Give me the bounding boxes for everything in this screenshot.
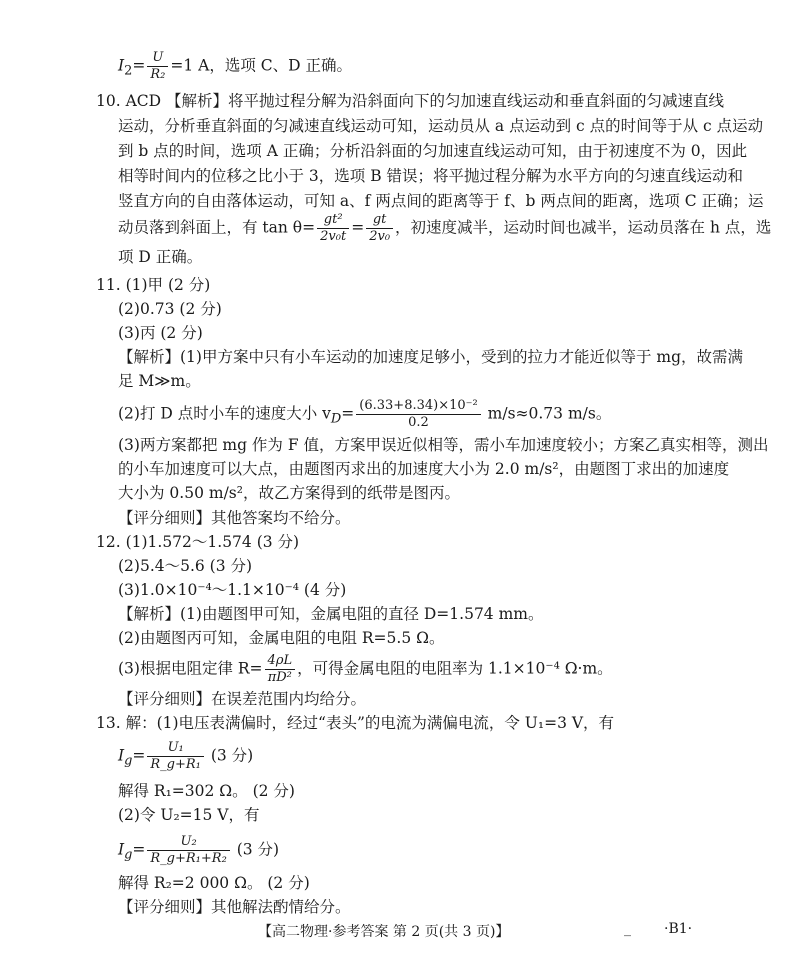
q11-explain-3	[118, 398, 611, 431]
subscript: 2	[124, 63, 133, 79]
q13-line-4: 解得 R₂=2 000 Ω。 (2 分)	[118, 874, 310, 892]
q11-answer-2: (2)0.73 (2 分)	[118, 300, 222, 318]
numerator: gt²	[317, 212, 349, 229]
q11-rubric: 【评分细则】其他答案均不给分。	[118, 509, 351, 527]
line-q9-conclusion	[118, 50, 352, 83]
footer-code: ·B1·	[664, 921, 693, 937]
denominator: R₂	[150, 67, 166, 82]
fraction-u1	[147, 740, 204, 773]
subscript: g	[124, 847, 133, 863]
q13-rubric: 【评分细则】其他解法酌情给分。	[118, 898, 351, 916]
q13-formula-1	[118, 740, 253, 773]
q10-line-6	[118, 212, 771, 245]
q13-line-3: (2)令 U₂=15 V，有	[118, 806, 260, 824]
q11-explain-4: (3)两方案都把 mg 作为 F 值，方案甲误近似相等，需小车加速度较小；方案乙真实相等，测出	[118, 436, 769, 454]
equals: =	[132, 746, 146, 765]
q10-text-b: ，初速度减半，运动时间也减半，运动员落在 h 点，选	[395, 218, 772, 237]
denominator: πD²	[267, 670, 292, 685]
q13-line-1: 13. 解：(1)电压表满偏时，经过“表头”的电流为满偏电流，令 U₁=3 V，有	[96, 714, 615, 732]
q12-answer-2: (2)5.4～5.6 (3 分)	[118, 557, 253, 575]
denominator: 2v₀t	[320, 229, 347, 244]
subscript: g	[124, 753, 133, 769]
subscript: D	[330, 411, 342, 427]
score: (3 分)	[205, 746, 254, 765]
q10-line-4: 相等时间内的位移之比小于 3，选项 B 错误；将平抛过程分解为水平方向的匀速直线运动和	[118, 167, 744, 185]
denominator: R_g+R₁	[150, 757, 201, 772]
numerator: U₂	[147, 834, 229, 851]
q13-formula-2	[118, 834, 279, 867]
q12-explain-1: 【解析】(1)由题图甲可知，金属电阻的直径 D=1.574 mm。	[118, 605, 544, 623]
q12-law-text: (3)根据电阻定律 R=	[118, 659, 263, 678]
numerator: U₁	[147, 740, 204, 757]
q10-line-5: 竖直方向的自由落体运动，可知 a、f 两点间的距离等于 f、b 两点间的距离，选项 C 正确；运	[118, 192, 764, 210]
q11-explain-6: 大小为 0.50 m/s²，故乙方案得到的纸带是图丙。	[118, 484, 460, 502]
q13-line-2: 解得 R₁=302 Ω。 (2 分)	[118, 782, 295, 800]
q11-velocity-text: (2)打 D 点时小车的速度大小 v	[118, 404, 331, 423]
q12-rubric: 【评分细则】在误差范围内均给分。	[118, 690, 367, 708]
q10-line-3: 到 b 点的时间，选项 A 正确；分析沿斜面的匀加速直线运动可知，由于初速度不为 0，因此	[118, 142, 748, 160]
fraction-u-over-r2	[147, 50, 168, 83]
fraction-gt2-2v0t	[317, 212, 349, 245]
fraction-resistance	[265, 653, 296, 686]
q10-line-1: 10. ACD 【解析】将平抛过程分解为沿斜面向下的匀加速直线运动和垂直斜面的匀减速直线	[96, 92, 724, 110]
q11-explain-2: 足 M≫m。	[118, 372, 201, 390]
symbol-i: I	[118, 840, 125, 859]
denominator: R_g+R₁+R₂	[150, 851, 227, 866]
equals: =	[341, 404, 355, 423]
fraction-u2	[147, 834, 229, 867]
q11-answer-1: 11. (1)甲 (2 分)	[96, 276, 211, 294]
equals: =	[132, 56, 146, 75]
q11-velocity-result: m/s≈0.73 m/s。	[482, 404, 612, 423]
numerator: gt	[366, 212, 393, 229]
q12-answer-1: 12. (1)1.572～1.574 (3 分)	[96, 533, 300, 551]
numerator: (6.33+8.34)×10⁻²	[356, 398, 480, 415]
denominator: 0.2	[408, 415, 429, 430]
equals: =	[351, 218, 365, 237]
q12-explain-3	[118, 653, 613, 686]
equals: =	[132, 840, 146, 859]
symbol-i: I	[118, 746, 125, 765]
q12-answer-3: (3)1.0×10⁻⁴～1.1×10⁻⁴ (4 分)	[118, 581, 347, 599]
q11-explain-5: 的小车加速度可以大点，由题图丙求出的加速度大小为 2.0 m/s²，由题图丁求出的加速度	[118, 460, 730, 478]
fraction-gt-2v0	[366, 212, 393, 245]
q10-text-a: 动员落到斜面上，有 tan θ=	[118, 218, 316, 237]
conclusion-text: =1 A，选项 C、D 正确。	[170, 56, 352, 75]
q12-resistivity-text: ，可得金属电阻的电阻率为 1.1×10⁻⁴ Ω·m。	[297, 659, 613, 678]
denominator: 2v₀	[369, 229, 391, 244]
q11-explain-1: 【解析】(1)甲方案中只有小车运动的加速度足够小，受到的拉力才能近似等于 mg，故需满	[118, 348, 744, 366]
q10-line-7: 项 D 正确。	[118, 248, 203, 266]
footer-dash: _	[624, 921, 631, 937]
symbol-i: I	[118, 56, 125, 75]
numerator: 4ρL	[265, 653, 296, 670]
fraction-velocity	[356, 398, 480, 431]
score: (3 分)	[231, 840, 280, 859]
footer-page-info: 【高二物理·参考答案 第 2 页(共 3 页)】	[258, 924, 510, 940]
numerator: U	[147, 50, 168, 67]
q12-explain-2: (2)由题图丙可知，金属电阻的电阻 R=5.5 Ω。	[118, 629, 445, 647]
q11-answer-3: (3)丙 (2 分)	[118, 324, 203, 342]
q10-line-2: 运动，分析垂直斜面的匀减速直线运动可知，运动员从 a 点运动到 c 点的时间等于从 c 点运动	[118, 117, 764, 135]
